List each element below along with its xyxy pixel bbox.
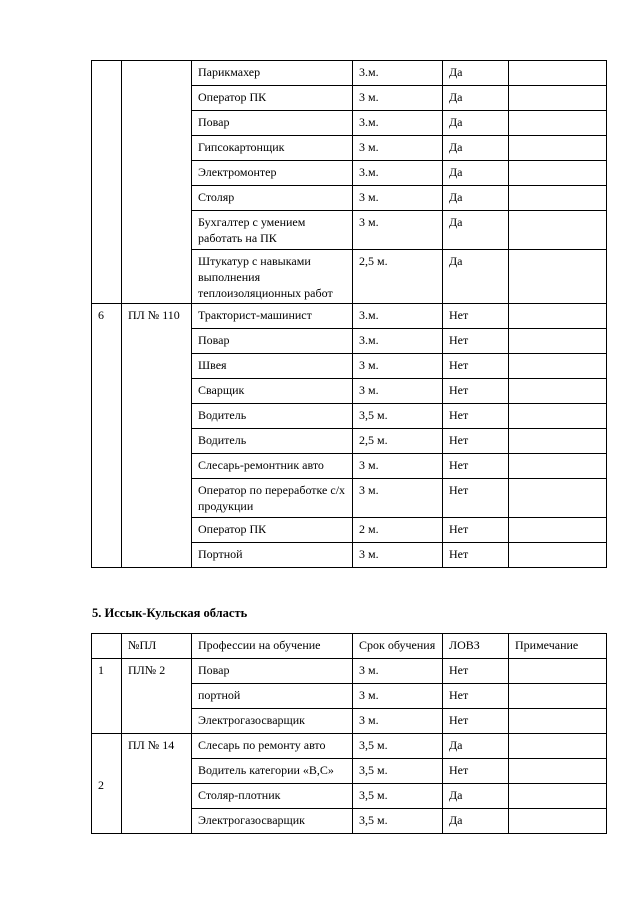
lovz-cell: Нет	[443, 479, 509, 518]
lovz-cell: Да	[443, 250, 509, 304]
table-row	[92, 304, 607, 329]
lovz-cell: Нет	[443, 518, 509, 543]
profession-cell: Парикмахер	[192, 61, 353, 86]
note-cell	[509, 809, 607, 834]
table-row	[92, 61, 607, 86]
header-cell-school: №ПЛ	[122, 634, 192, 659]
lovz-cell: Да	[443, 111, 509, 136]
duration-cell: 3.м.	[353, 304, 443, 329]
duration-cell: 3 м.	[353, 136, 443, 161]
note-cell	[509, 479, 607, 518]
note-cell	[509, 329, 607, 354]
lovz-cell: Нет	[443, 684, 509, 709]
profession-cell: Слесарь по ремонту авто	[192, 734, 353, 759]
row-number-cell: 1	[92, 659, 122, 734]
table-header-row	[92, 634, 607, 659]
duration-cell: 3 м.	[353, 211, 443, 250]
note-cell	[509, 86, 607, 111]
lovz-cell: Да	[443, 186, 509, 211]
note-cell	[509, 659, 607, 684]
profession-cell: Оператор по переработке с/х продукции	[192, 479, 353, 518]
lovz-cell: Нет	[443, 304, 509, 329]
profession-cell: Портной	[192, 543, 353, 568]
profession-cell: Электрогазосварщик	[192, 809, 353, 834]
lovz-cell: Нет	[443, 354, 509, 379]
profession-cell: Водитель	[192, 404, 353, 429]
profession-cell: Слесарь-ремонтник авто	[192, 454, 353, 479]
duration-cell: 3 м.	[353, 479, 443, 518]
profession-cell: Водитель категории «B,C»	[192, 759, 353, 784]
profession-cell: Электромонтер	[192, 161, 353, 186]
duration-cell: 3.м.	[353, 161, 443, 186]
lovz-cell: Нет	[443, 659, 509, 684]
duration-cell: 3 м.	[353, 454, 443, 479]
lovz-cell: Нет	[443, 329, 509, 354]
lovz-cell: Нет	[443, 454, 509, 479]
duration-cell: 3 м.	[353, 709, 443, 734]
table-row	[92, 734, 607, 759]
profession-cell: Столяр-плотник	[192, 784, 353, 809]
profession-cell: Повар	[192, 659, 353, 684]
header-cell-lovz: ЛОВЗ	[443, 634, 509, 659]
duration-cell: 3,5 м.	[353, 734, 443, 759]
table-row	[92, 659, 607, 684]
issyk-kul-professions-table	[91, 633, 607, 834]
note-cell	[509, 250, 607, 304]
duration-cell: 3 м.	[353, 379, 443, 404]
note-cell	[509, 61, 607, 86]
note-cell	[509, 429, 607, 454]
lovz-cell: Да	[443, 86, 509, 111]
header-cell-duration: Срок обучения	[353, 634, 443, 659]
lovz-cell: Нет	[443, 709, 509, 734]
note-cell	[509, 211, 607, 250]
lovz-cell: Да	[443, 61, 509, 86]
profession-cell: Повар	[192, 111, 353, 136]
note-cell	[509, 111, 607, 136]
note-cell	[509, 304, 607, 329]
note-cell	[509, 734, 607, 759]
profession-cell: Оператор ПК	[192, 518, 353, 543]
note-cell	[509, 354, 607, 379]
profession-cell: Швея	[192, 354, 353, 379]
profession-cell: Гипсокартонщик	[192, 136, 353, 161]
row-number-cell	[92, 61, 122, 304]
duration-cell: 3,5 м.	[353, 784, 443, 809]
lovz-cell: Нет	[443, 404, 509, 429]
note-cell	[509, 379, 607, 404]
school-cell	[122, 61, 192, 304]
duration-cell: 3,5 м.	[353, 404, 443, 429]
lovz-cell: Да	[443, 809, 509, 834]
lovz-cell: Да	[443, 211, 509, 250]
profession-cell: портной	[192, 684, 353, 709]
duration-cell: 3 м.	[353, 186, 443, 211]
profession-cell: Столяр	[192, 186, 353, 211]
school-cell: ПЛ № 110	[122, 304, 192, 568]
profession-cell: Оператор ПК	[192, 86, 353, 111]
row-number-cell: 2	[92, 734, 122, 834]
note-cell	[509, 518, 607, 543]
duration-cell: 2,5 м.	[353, 250, 443, 304]
profession-cell: Штукатур с навыками выполнения теплоизоляционных работ	[192, 250, 353, 304]
lovz-cell: Нет	[443, 429, 509, 454]
profession-cell: Тракторист-машинист	[192, 304, 353, 329]
duration-cell: 3,5 м.	[353, 759, 443, 784]
duration-cell: 3.м.	[353, 111, 443, 136]
profession-cell: Водитель	[192, 429, 353, 454]
duration-cell: 3 м.	[353, 684, 443, 709]
note-cell	[509, 186, 607, 211]
duration-cell: 3.м.	[353, 329, 443, 354]
duration-cell: 3.м.	[353, 61, 443, 86]
profession-cell: Повар	[192, 329, 353, 354]
row-number-cell: 6	[92, 304, 122, 568]
duration-cell: 3 м.	[353, 354, 443, 379]
profession-cell: Электрогазосварщик	[192, 709, 353, 734]
note-cell	[509, 543, 607, 568]
lovz-cell: Нет	[443, 379, 509, 404]
note-cell	[509, 404, 607, 429]
duration-cell: 3 м.	[353, 543, 443, 568]
note-cell	[509, 136, 607, 161]
lovz-cell: Нет	[443, 543, 509, 568]
lovz-cell: Да	[443, 161, 509, 186]
professions-table-continued	[91, 60, 607, 568]
note-cell	[509, 709, 607, 734]
lovz-cell: Да	[443, 784, 509, 809]
note-cell	[509, 784, 607, 809]
school-cell: ПЛ№ 2	[122, 659, 192, 734]
lovz-cell: Да	[443, 734, 509, 759]
lovz-cell: Да	[443, 136, 509, 161]
note-cell	[509, 759, 607, 784]
header-cell-profession: Профессии на обучение	[192, 634, 353, 659]
section-title: 5. Иссык-Кульская область	[92, 606, 248, 620]
header-cell-note: Примечание	[509, 634, 607, 659]
school-cell: ПЛ № 14	[122, 734, 192, 834]
note-cell	[509, 454, 607, 479]
duration-cell: 3 м.	[353, 86, 443, 111]
duration-cell: 2 м.	[353, 518, 443, 543]
duration-cell: 3,5 м.	[353, 809, 443, 834]
profession-cell: Бухгалтер с умением работать на ПК	[192, 211, 353, 250]
lovz-cell: Нет	[443, 759, 509, 784]
duration-cell: 3 м.	[353, 659, 443, 684]
profession-cell: Сварщик	[192, 379, 353, 404]
duration-cell: 2,5 м.	[353, 429, 443, 454]
note-cell	[509, 684, 607, 709]
note-cell	[509, 161, 607, 186]
header-cell-num	[92, 634, 122, 659]
